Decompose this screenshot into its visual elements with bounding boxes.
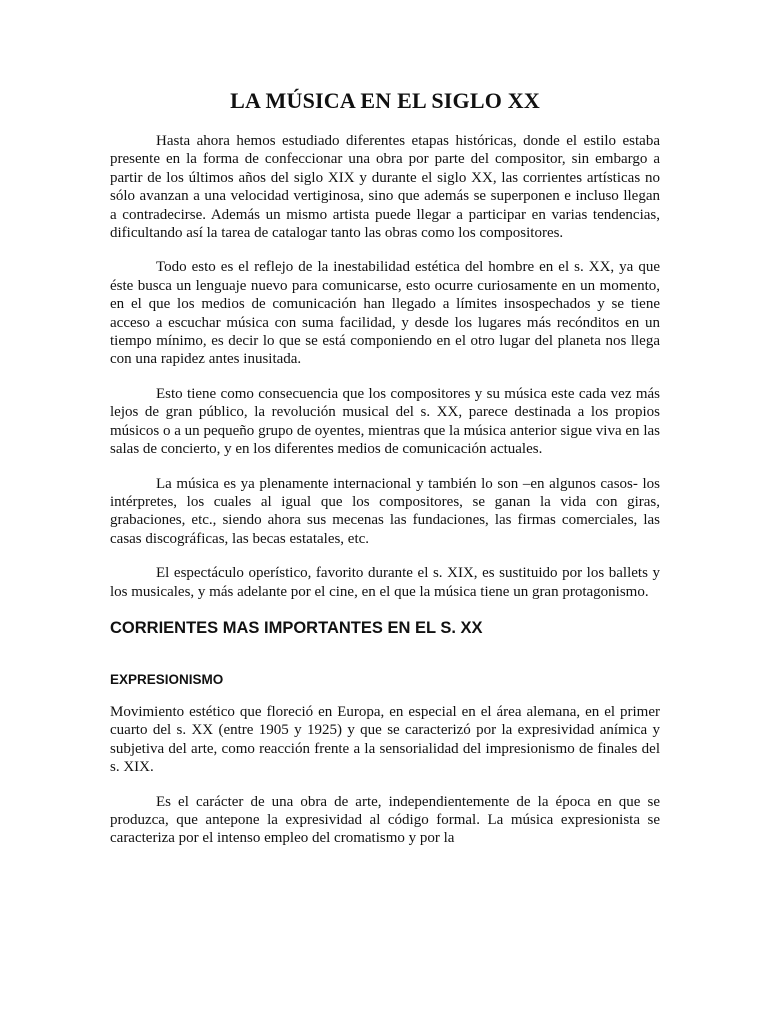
document-title: LA MÚSICA EN EL SIGLO XX (230, 88, 540, 113)
document-page (110, 86, 660, 864)
subsection-paragraph-1: Movimiento estético que floreció en Europa, en especial en el área alemana, en el primer cuarto del s. XX (entre 1905 y 1925) y que se caracterizó por la expresividad anímica y subjetiva del arte, como reacción frente a la sensorialidad del impresionismo de finales del s. XIX. (110, 703, 660, 776)
paragraph-3: Esto tiene como consecuencia que los compositores y su música este cada vez más lejos de gran público, la revolución musical del s. XX, parece destinada a los propios músicos o a un pequeño grupo de oyentes, mientras que la música anterior sigue viva en las salas de concierto, y en los diferentes medios de comunicación actuales. (110, 385, 660, 458)
paragraph-4: La música es ya plenamente internacional y también lo son –en algunos casos- los intérpretes, los cuales al igual que los compositores, se ganan la vida con giras, grabaciones, etc., siendo ahora sus mecenas las fundaciones, las firmas comerciales, las casas discográficas, las becas estatales, etc. (110, 475, 660, 547)
subsection-paragraph-2: Es el carácter de una obra de arte, independientemente de la época en que se produzca, que antepone la expresividad al código formal. La música expresionista se caracteriza por el intenso empleo del cromatismo y por la (110, 793, 660, 847)
subsection-heading: EXPRESIONISMO (110, 671, 224, 687)
section-heading: CORRIENTES MAS IMPORTANTES EN EL S. XX (110, 618, 483, 637)
paragraph-5: El espectáculo operístico, favorito durante el s. XIX, es sustituido por los ballets y los musicales, y más adelante por el cine, en el que la música tiene un gran protagonismo. (110, 565, 660, 600)
paragraph-1: Hasta ahora hemos estudiado diferentes etapas históricas, donde el estilo estaba presente en la forma de confeccionar una obra por parte del compositor, sin embargo a partir de los últimos años del siglo XIX y durante el siglo XX, las corrientes artísticas no sólo avanzan a una velocidad vertiginosa, sino que además se superponen e incluso llegan a contradecirse. Además un mismo artista puede llegar a participar en varias tendencias, dificultando así la tarea de catalogar tanto las obras como los compositores. (110, 133, 660, 242)
paragraph-2: Todo esto es el reflejo de la inestabilidad estética del hombre en el s. XX, ya que éste busca un lenguaje nuevo para comunicarse, esto ocurre curiosamente en un momento, en el que los medios de comunicación han llegado a límites insospechados y se tiene acceso a escuchar música con suma facilidad, y desde los lugares más recónditos en un tiempo mínimo, es decir lo que se está componiendo en el otro lugar del planeta nos llega con una rapidez antes inusitada. (110, 259, 660, 368)
